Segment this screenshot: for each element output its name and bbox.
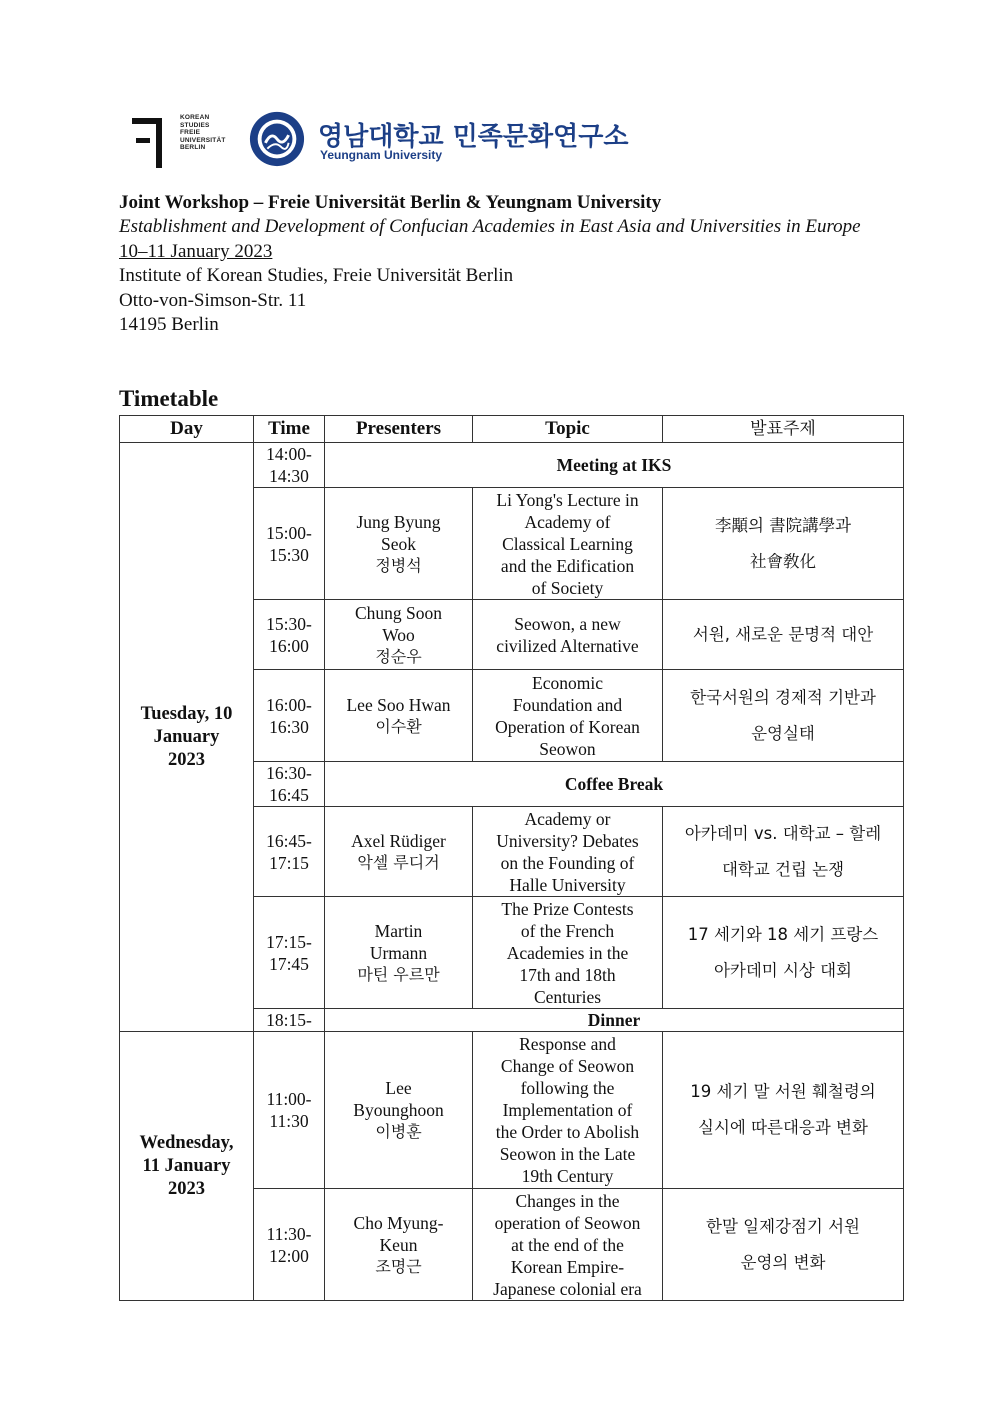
day-cell-wednesday: Wednesday, 11 January 2023	[120, 1032, 254, 1301]
yeungnam-seal-icon	[248, 110, 306, 168]
topic-cell: Economic Foundation and Operation of Korean Seowon	[473, 670, 663, 762]
topic-cell: Academy or University? Debates on the Founding of Halle University	[473, 807, 663, 897]
time-cell: 17:15- 17:45	[254, 897, 325, 1009]
time-cell: 15:00- 15:30	[254, 488, 325, 600]
topic-cell: Li Yong's Lecture in Academy of Classical Learning and the Edification of Society	[473, 488, 663, 600]
topic-cell: Changes in the operation of Seowon at the end of the Korean Empire- Japanese colonial era	[473, 1189, 663, 1301]
workshop-header	[119, 191, 879, 337]
workshop-subtitle: Establishment and Development of Confucian Academies in East Asia and Universities in Europe	[119, 216, 861, 238]
event-coffee-break-cell: Coffee Break	[325, 762, 904, 807]
col-header-presenters: Presenters	[325, 416, 473, 443]
yeungnam-name-korean: 영남대학교 민족문화연구소	[318, 122, 629, 152]
day-cell-tuesday: Tuesday, 10 January 2023	[120, 443, 254, 1032]
korean-studies-mark-icon	[130, 118, 168, 168]
presenter-cell: Lee Byounghoon 이병훈	[325, 1032, 473, 1189]
presenter-cell: Axel Rüdiger 악셀 루디거	[325, 807, 473, 897]
presenter-cell: Cho Myung- Keun 조명근	[325, 1189, 473, 1301]
time-cell: 16:45- 17:15	[254, 807, 325, 897]
topic-korean-cell: 아카데미 vs. 대학교 – 할레 대학교 건립 논쟁	[663, 807, 904, 897]
address-line-2: Otto-von-Simson-Str. 11	[119, 289, 307, 311]
table-row	[120, 1032, 904, 1189]
time-cell: 16:00- 16:30	[254, 670, 325, 762]
presenter-cell: Chung Soon Woo 정순우	[325, 600, 473, 670]
presenter-cell: Jung Byung Seok 정병석	[325, 488, 473, 600]
time-cell: 16:30- 16:45	[254, 762, 325, 807]
time-cell: 14:00- 14:30	[254, 443, 325, 488]
topic-korean-cell: 17 세기와 18 세기 프랑스 아카데미 시상 대회	[663, 897, 904, 1009]
time-cell: 11:00- 11:30	[254, 1032, 325, 1189]
workshop-title: Joint Workshop – Freie Universität Berlin & Yeungnam University	[119, 192, 662, 213]
time-cell: 11:30- 12:00	[254, 1189, 325, 1301]
topic-korean-cell: 한국서원의 경제적 기반과 운영실태	[663, 670, 904, 762]
korean-studies-logo	[130, 112, 240, 168]
table-row	[120, 443, 904, 488]
timetable-title: Timetable	[119, 386, 219, 411]
yeungnam-name-english: Yeungnam University	[320, 148, 443, 162]
topic-korean-cell: 19 세기 말 서원 훼철령의 실시에 따른대응과 변화	[663, 1032, 904, 1189]
topic-korean-cell: 한말 일제강점기 서원 운영의 변화	[663, 1189, 904, 1301]
presenter-cell: Lee Soo Hwan 이수환	[325, 670, 473, 762]
col-header-topic-korean: 발표주제	[663, 416, 904, 443]
timetable-header-row	[120, 416, 904, 443]
time-cell: 15:30- 16:00	[254, 600, 325, 670]
time-cell: 18:15-	[254, 1009, 325, 1032]
topic-cell: Response and Change of Seowon following the Implementation of the Order to Abolish Seowon in the Late 19th Century	[473, 1032, 663, 1189]
presenter-cell: Martin Urmann 마틴 우르만	[325, 897, 473, 1009]
timetable	[119, 415, 904, 1301]
address-line-3: 14195 Berlin	[119, 314, 219, 336]
event-dinner-cell: Dinner	[325, 1009, 904, 1032]
col-header-time: Time	[254, 416, 325, 443]
topic-cell: The Prize Contests of the French Academies in the 17th and 18th Centuries	[473, 897, 663, 1009]
topic-korean-cell: 李顒의 書院講學과 社會敎化	[663, 488, 904, 600]
workshop-date: 10–11 January 2023	[119, 240, 273, 262]
korean-studies-logo-text: KOREAN STUDIES FREIE UNIVERSITÄT BERLIN	[180, 114, 226, 152]
address-line-1: Institute of Korean Studies, Freie Universität Berlin	[119, 265, 514, 287]
event-meeting-cell: Meeting at IKS	[325, 443, 904, 488]
col-header-topic: Topic	[473, 416, 663, 443]
col-header-day: Day	[120, 416, 254, 443]
topic-korean-cell: 서원, 새로운 문명적 대안	[663, 600, 904, 670]
topic-cell: Seowon, a new civilized Alternative	[473, 600, 663, 670]
